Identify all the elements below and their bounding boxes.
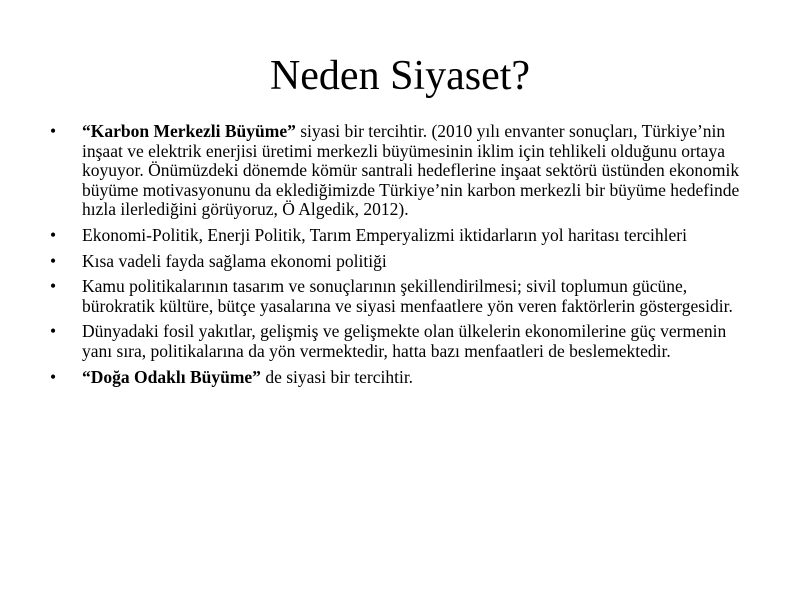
- slide-title: Neden Siyaset?: [269, 53, 531, 99]
- bullet-text: de siyasi bir tercihtir.: [260, 366, 414, 387]
- bullet-dot-icon: •: [50, 321, 57, 342]
- bullet-text: Kamu politikalarının tasarım ve sonuçlarının şekillendirilmesi; sivil toplumun gücüne, bürokratik kültüre, bütçe yasalarına ve siyasi menfaatlere yön veren faktörlerin göstergesidir.: [82, 276, 733, 316]
- bullet-item: [50, 252, 760, 272]
- bullet-text: Dünyadaki fosil yakıtlar, gelişmiş ve gelişmekte olan ülkelerin ekonomilerine güç vermenin yanı sıra, politikalarına da yön vermektedir, hatta bazı menfaatleri de beslemektedir.: [82, 321, 727, 361]
- bullet-dot-icon: •: [50, 224, 57, 245]
- bullet-dot-icon: •: [50, 121, 57, 141]
- bullet-dot-icon: •: [50, 250, 57, 271]
- bullet-text: Kısa vadeli fayda sağlama ekonomi politiği: [82, 250, 387, 271]
- bullet-item: [50, 226, 760, 246]
- bullet-bold-text: “Karbon Merkezli Büyüme”: [82, 121, 296, 141]
- bullet-text: Ekonomi-Politik, Enerji Politik, Tarım Emperyalizmi iktidarların yol haritası tercihleri: [82, 224, 687, 245]
- bullet-dot-icon: •: [50, 276, 57, 297]
- bullet-list: [50, 122, 760, 393]
- bullet-dot-icon: •: [50, 366, 57, 387]
- bullet-item: [50, 277, 760, 316]
- bullet-text: siyasi bir tercihtir. (2010 yılı envanter sonuçları, Türkiye’nin inşaat ve elektrik enerjisi üretimi merkezli büyümesinin iklim için tehlikeli olduğunu ortaya koyuyor. Önümüzdeki dönemde kömür santrali hedeflerine inşaat sektörü üstünden ekonomik büyüme motivasyonunu da eklediğimizde Türkiye’nin karbon merkezli bir büyüme hedefinde hızla ilerlediğini görüyoruz, Ö Algedik, 2012).: [82, 121, 740, 220]
- bullet-item: [50, 122, 760, 220]
- bullet-item: [50, 368, 760, 388]
- bullet-bold-text: “Doğa Odaklı Büyüme”: [82, 366, 261, 387]
- bullet-item: [50, 322, 760, 361]
